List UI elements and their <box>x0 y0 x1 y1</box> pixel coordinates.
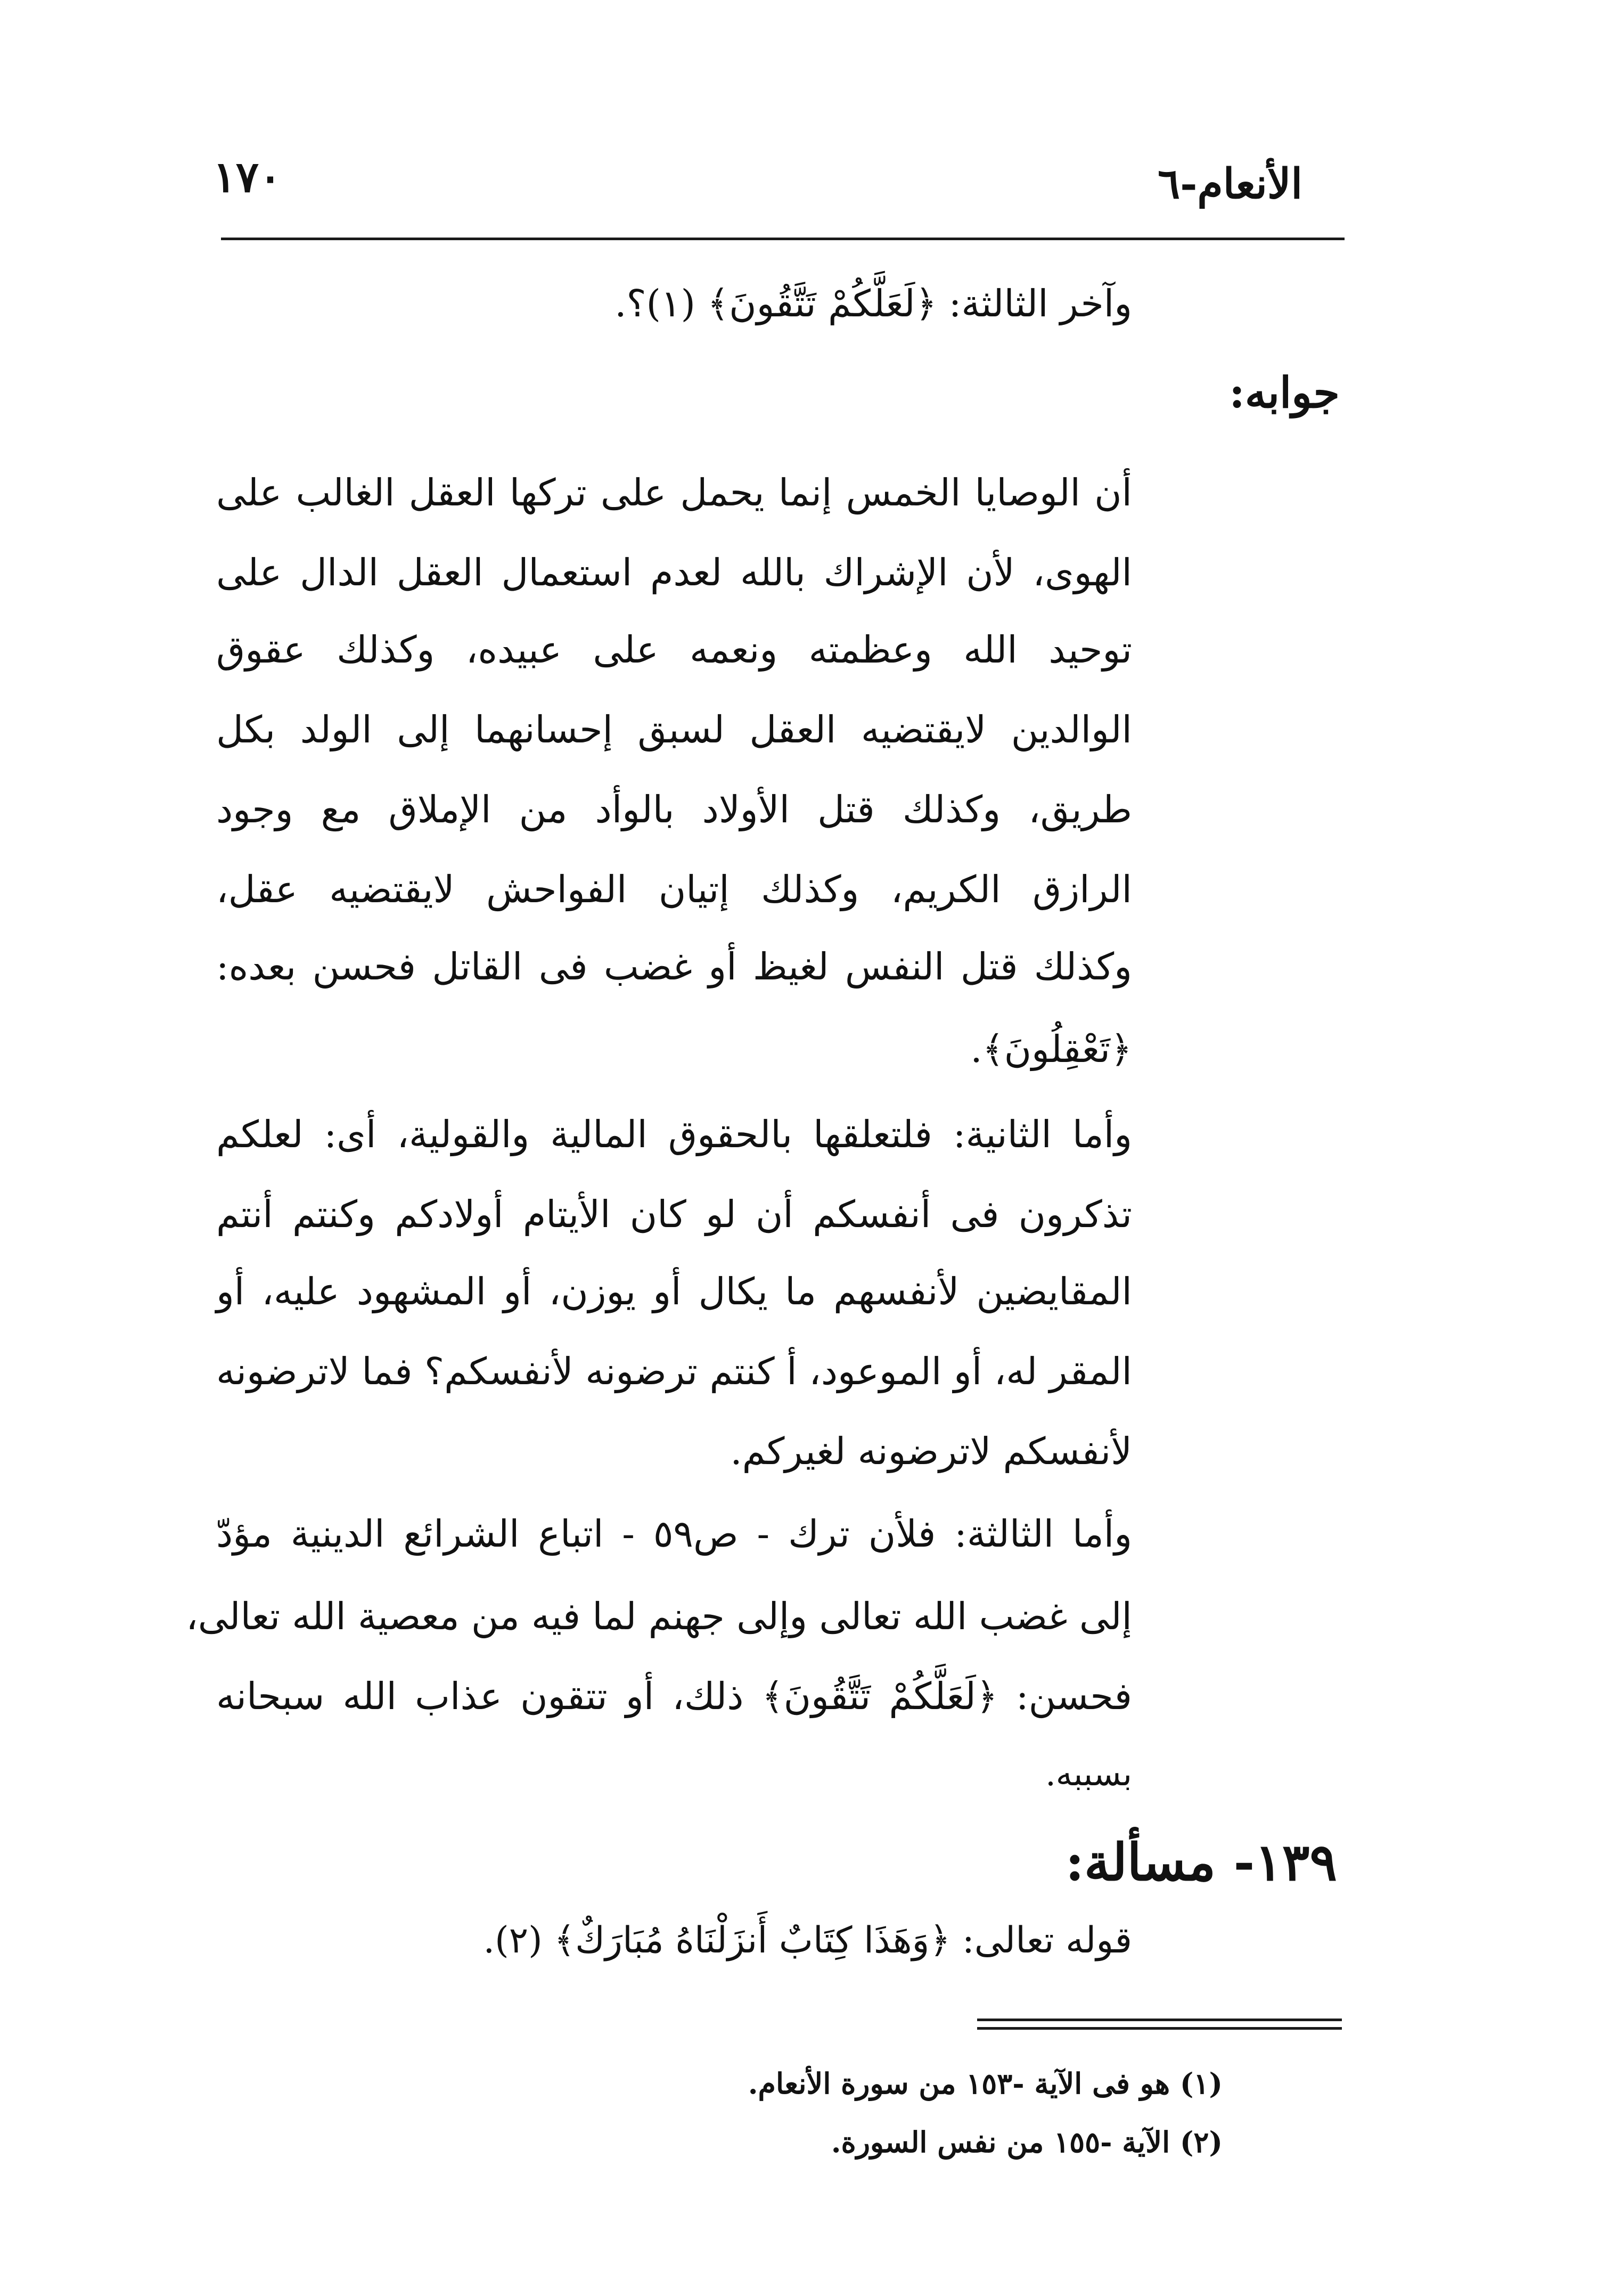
text-line: الرازق الكريم، وكذلك إتيان الفواحش لايقتضيه عقل، <box>216 868 1132 911</box>
text-line: إلى غضب الله تعالى وإلى جهنم لما فيه من معصية الله تعالى، <box>186 1595 1132 1638</box>
text-line: فحسن: ﴿لَعَلَّكُمْ تَتَّقُونَ﴾ ذلك، أو تتقون عذاب الله سبحانه <box>216 1674 1132 1718</box>
text-line-end: بسببه. <box>1045 1754 1132 1793</box>
page-number: ١٧٠ <box>213 152 282 202</box>
masala-heading: ١٣٩- مسألة: <box>1065 1832 1337 1892</box>
text-line: وأما الثالثة: فلأن ترك - ص٥٩ - اتباع الشرائع الدينية مؤدّ <box>216 1512 1132 1556</box>
intro-line: وآخر الثالثة: ﴿لَعَلَّكُمْ تَتَّقُونَ﴾ (١)؟. <box>614 282 1132 325</box>
running-header-surah: الأنعام-٦ <box>1158 160 1302 208</box>
footnote-rule-top <box>977 2019 1342 2021</box>
text-line-end: ﴿تَعْقِلُونَ﴾. <box>970 1027 1132 1071</box>
text-line: وكذلك قتل النفس لغيظ أو غضب فى القاتل فحسن بعده: <box>216 945 1132 988</box>
footnote-1: (١) هو فى الآية -١٥٣ من سورة الأنعام. <box>748 2066 1223 2101</box>
footnote-rule-bottom <box>977 2027 1342 2030</box>
text-line-end: لأنفسكم لاترضونه لغيركم. <box>730 1429 1132 1473</box>
answer-label: جوابه: <box>1229 367 1340 418</box>
quote-line: قوله تعالى: ﴿وَهَذَا كِتَابٌ أَنزَلْنَاهُ مُبَارَكٌ﴾ (٢). <box>483 1919 1132 1962</box>
text-line: الهوى، لأن الإشراك بالله لعدم استعمال العقل الدال على <box>216 551 1132 594</box>
text-line: تذكرون فى أنفسكم أن لو كان الأيتام أولادكم وكنتم أنتم <box>216 1192 1132 1236</box>
footnote-2: (٢) الآية -١٥٥ من نفس السورة. <box>831 2125 1223 2159</box>
header-rule <box>221 238 1345 240</box>
text-line: وأما الثانية: فلتعلقها بالحقوق المالية والقولية، أى: لعلكم <box>216 1113 1132 1156</box>
text-line: المقايضين لأنفسهم ما يكال أو يوزن، أو المشهود عليه، أو <box>216 1270 1133 1313</box>
text-line: توحيد الله وعظمته ونعمه على عبيده، وكذلك عقوق <box>216 628 1132 672</box>
text-line: المقر له، أو الموعود، أ كنتم ترضونه لأنفسكم؟ فما لاترضونه <box>216 1350 1132 1393</box>
text-line: أن الوصايا الخمس إنما يحمل على تركها العقل الغالب على <box>216 471 1132 514</box>
text-line: طريق، وكذلك قتل الأولاد بالوأد من الإملاق مع وجود <box>216 788 1132 831</box>
text-line: الوالدين لايقتضيه العقل لسبق إحسانهما إلى الولد بكل <box>216 708 1133 751</box>
